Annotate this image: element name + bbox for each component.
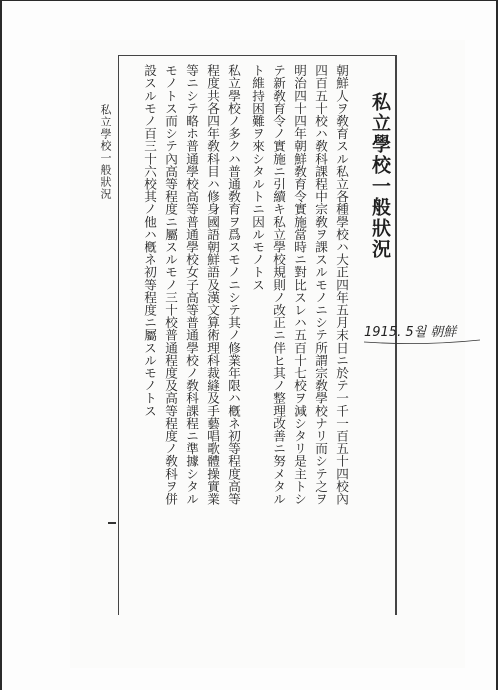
text-column-2: 四百五十校ハ敎科課程中宗敎ヲ課スルモノニシテ所謂宗敎學校ナリ而シテ之ヲ <box>313 64 328 505</box>
frame-rule-left <box>118 55 119 615</box>
paper-sheet <box>70 40 465 668</box>
text-column-1: 朝鮮人ヲ敎育スル私立各種學校ハ大正四年五月末日ニ於テ一千一百五十四校內 <box>334 64 349 505</box>
document-title: 私立學校一般狀況 <box>369 92 391 260</box>
text-column-6: 私立學校ノ多クハ普通敎育ヲ爲スモノニシテ其ノ修業年限ハ槪ネ初等程度高等 <box>226 64 241 505</box>
text-column-7: 程度共各四年敎科目ハ修身國語朝鮮語及漢文算術理科裁縫及手藝唱歌體操實業 <box>205 64 220 505</box>
page-header-title: 私立學校一般狀況 <box>99 104 112 200</box>
text-column-9: モノトス而シテ內高等程度ニ屬スルモノ三十校普通程度及高等程度ノ敎科ヲ併 <box>163 64 178 505</box>
text-column-10: 設スルモノ百三十六校其ノ他ハ槪ネ初等程度ニ屬スルモノトス <box>142 64 157 417</box>
text-column-5: ト維持困難ヲ來シタルトニ因ルモノトス <box>250 64 265 291</box>
scan-edge-top <box>0 0 498 1</box>
text-column-8: 等ニシテ略ホ普通學校高等普通學校女子高等普通學校ノ敎科課程ニ準據シタル <box>184 64 199 505</box>
text-column-3: 明治四十四年朝鮮敎育令實施當時ニ對比スレハ五百十七校ヲ減シタリ是主トシ <box>292 64 307 505</box>
margin-mark <box>108 522 116 524</box>
handwritten-annotation <box>362 316 482 346</box>
handwritten-annotation-text: 1915. 5월 朝鮮 <box>364 325 457 340</box>
text-column-4: テ新敎育令ノ實施ニ引續キ私立學校規則ノ改正ニ伴ヒ其ノ整理改善ニ努メタル <box>271 64 286 505</box>
frame-rule-top <box>118 55 396 56</box>
scan-edge-left <box>0 0 2 690</box>
